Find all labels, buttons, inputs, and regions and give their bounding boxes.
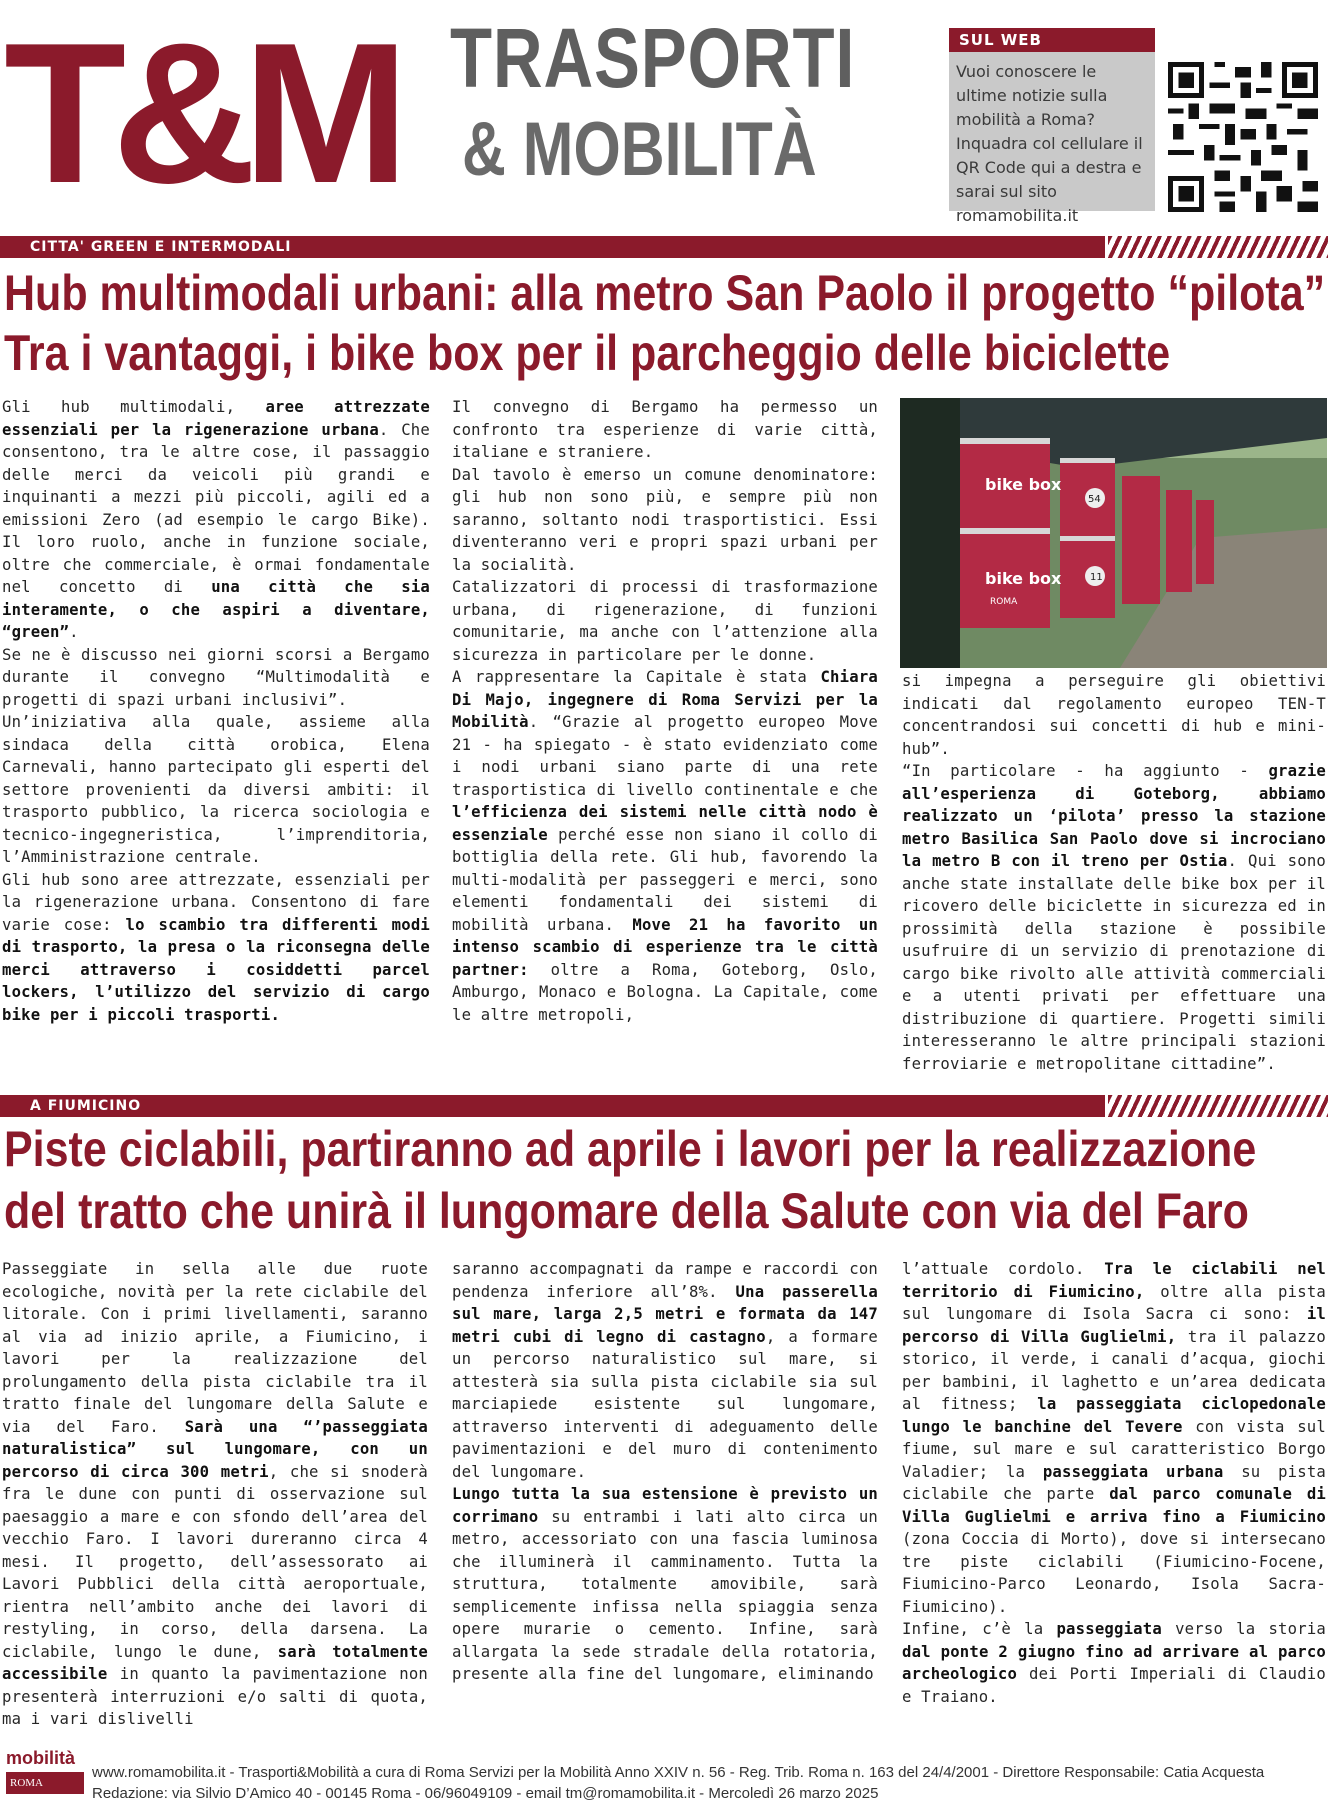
masthead-title: TRASPORTI: [450, 11, 856, 105]
footer-logo-text: mobilità: [6, 1748, 76, 1768]
article1-col2: Il convegno di Bergamo ha permesso un confronto tra esperienze di varie città, italiane e straniere. Dal tavolo è emerso un comune denominatore: gli hub non sono più, e sempre più non saranno, soltanto nodi trasportistici. Essi diventeranno veri e propri spazi urbani per la socialità. Catalizzatori di processi di trasformazione urbana, di rigenerazione, di funzioni comunitarie, ma anche con l’attenzione alla sicurezza in particolare per le donne. A rappresentare la Capitale è stata Chiara Di Majo, ingegnere di Roma Servizi per la Mobilità. “Grazie al progetto europeo Move 21 - ha spiegato - è stato evidenziato come i nodi urbani siano parte di una rete trasportistica di livello continentale e che l’efficienza dei sistemi nelle città nodo è essenziale perché esse non siano il collo di bottiglia della rete. Gli hub, favorendo la multi-modalità per passeggeri e merci, sono elementi fondamentali dei sistemi di mobilità urbana. Move 21 ha favorito un intenso scambio di esperienze tra le città partner: oltre a Roma, Goteborg, Oslo, Amburgo, Monaco e Bologna. La Capitale, come le altre metropoli,: [452, 398, 878, 1024]
section-hatch-2: [1108, 1095, 1328, 1117]
article1-col1: Gli hub multimodali, aree attrezzate essenziali per la rigenerazione urbana. Che consentono, tra le altre cose, il passaggio delle merci da veicoli più grandi e inquinanti a mezzi più piccoli, agili ed a emissioni Zero (ad esempio le cargo Bike). Il loro ruolo, anche in funzione sociale, oltre che commerciale, è ormai fondamentale nel concetto di una città che sia interamente, o che aspiri a diventare, “green”. Se ne è discusso nei giorni scorsi a Bergamo durante il convegno “Multimodalità e progetti di spazi urbani inclusivi”. Un’iniziativa alla quale, assieme alla sindaca della città orobica, Elena Carnevali, hanno partecipato gli esperti del settore provenienti da diversi ambiti: il trasporto pubblico, la ricerca sociologia e tecnico-ingegneristica, l’imprenditoria, l’Amministrazione centrale. Gli hub sono aree attrezzate, essenziali per la rigenerazione urbana. Consentono di fare varie cose: lo scambio tra differenti modi di trasporto, la presa o la riconsegna delle merci attraverso i cosiddetti parcel lockers, l’utilizzo del servizio di cargo bike per i piccoli trasporti.: [2, 398, 431, 1024]
photo-sign-2: bike box: [985, 569, 1062, 588]
article2-col2: saranno accompagnati da rampe e raccordi con pendenza inferiore all’8%. Una passerella sul mare, larga 2,5 metri e formata da 147 metri cubi di legno di castagno, a formare un percorso naturalistico sul mare, si attesterà sia sulla pista ciclabile sia sul marciapiede esistente sul lungomare, attraverso interventi di adeguamento delle pavimentazioni e del muro di contenimento del lungomare. Lungo tutta la sua estensione è previsto un corrimano su entrambi i lati alto circa un metro, accessoriato con una fascia luminosa che illuminerà il camminamento. Tutta la struttura, totalmente amovibile, sarà semplicemente infissa nella spiaggia senza opere murarie o cemento. Infine, sarà allargata la sede stradale della rotatoria, presente alla fine del lungomare, eliminando: [452, 1260, 878, 1683]
photo-sign-1: bike box: [985, 475, 1062, 494]
article2-col1: Passeggiate in sella alle due ruote ecologiche, novità per la rete ciclabile del litorale. Con i primi livellamenti, saranno al via ad inizio aprile, a Fiumicino, i lavori per la realizzazione del prolungamento della pista ciclabile tra il tratto finale del lungomare della Salute e via del Faro. Sarà una “’passeggiata naturalistica” sul lungomare, con un percorso di circa 300 metri, che si snoderà fra le dune con punti di osservazione sul paesaggio a mare e con sfondo dell’area del vecchio Faro. I lavori dureranno circa 4 mesi. Il progetto, dell’assessorato ai Lavori Pubblici della città aeroportuale, rientra nell’ambito anche dei lavori di restyling, in corso, della darsena. La ciclabile, lungo le dune, sarà totalmente accessibile in quanto la pavimentazione non presenterà interruzioni e/o salti di quota, ma i vari dislivelli: [2, 1260, 429, 1728]
section-bar-2: [0, 1095, 1105, 1117]
headline-2b: del tratto che unirà il lungomare della Salute con via del Faro: [4, 1183, 1249, 1239]
section-label-2: A FIUMICINO: [30, 1098, 142, 1114]
section-bar-1: [0, 236, 1105, 258]
locker-number-1: 54: [1088, 494, 1101, 505]
web-label: SUL WEB: [949, 28, 1155, 52]
locker-number-2: 11: [1090, 572, 1103, 583]
headline-1a: Hub multimodali urbani: alla metro San Paolo il progetto “pilota”: [4, 265, 1326, 321]
qr-code-icon[interactable]: [1168, 62, 1318, 212]
footer-logo-sub: ROMA: [6, 1772, 84, 1794]
footer-line-1: www.romamobilita.it - Trasporti&Mobilità a cura di Roma Servizi per la Mobilità Anno XXIV n. 56 - Reg. Trib. Roma n. 163 del 24/4/2001 - Direttore Responsabile: Catia Acquesta: [92, 1764, 1265, 1781]
photo-brand: ROMA: [990, 597, 1018, 607]
article1-col3: si impegna a perseguire gli obiettivi indicati dal regolamento europeo TEN-T concentrandosi sui concetti di hub e mini-hub”. “In particolare - ha aggiunto - grazie all’esperienza di Goteborg, abbiamo realizzato un ‘pilota’ presso la stazione metro Basilica San Paolo dove si incrociano la metro B con il treno per Ostia. Qui sono anche state installate delle bike box per il ricovero delle biciclette in sicurezza ed in prossimità della stazione è possibile usufruire di un servizio di prenotazione di cargo bike rivolto alle attività commerciali e a utenti privati per effettuare una distribuzione di quartiere. Progetti simili interesseranno le altre principali stazioni ferroviarie e metropolitane cittadine”.: [902, 672, 1326, 1073]
section-label-1: CITTA' GREEN E INTERMODALI: [30, 239, 292, 255]
masthead-subtitle: & MOBILITÀ: [462, 107, 817, 192]
section-hatch-1: [1108, 236, 1328, 258]
headline-1b: Tra i vantaggi, i bike box per il parcheggio delle biciclette: [4, 325, 1171, 381]
masthead-logo: T&M: [4, 2, 396, 225]
bike-box-photo: [900, 398, 1327, 668]
headline-2a: Piste ciclabili, partiranno ad aprile i lavori per la realizzazione: [4, 1121, 1257, 1177]
footer-line-2: Redazione: via Silvio D’Amico 40 - 00145 Roma - 06/96049109 - email tm@romamobilita.it - Mercoledì 26 marzo 2025: [92, 1785, 879, 1802]
article2-col3: l’attuale cordolo. Tra le ciclabili nel territorio di Fiumicino, oltre alla pista sul lungomare di Isola Sacra ci sono: il percorso di Villa Guglielmi, tra il palazzo storico, il verde, i canali d’acqua, giochi per bambini, il laghetto e un’area dedicata al fitness; la passeggiata ciclopedonale lungo le banchine del Tevere con vista sul fiume, sul mare e sul caratteristico Borgo Valadier; la passeggiata urbana su pista ciclabile che parte dal parco comunale di Villa Guglielmi e arriva fino a Fiumicino (zona Coccia di Morto), dove si intersecano tre piste ciclabili (Fiumicino-Focene, Fiumicino-Parco Leonardo, Isola Sacra-Fiumicino). Infine, c’è la passeggiata verso la storia dal ponte 2 giugno fino ad arrivare al parco archeologico dei Porti Imperiali di Claudio e Traiano.: [902, 1260, 1327, 1706]
footer-text: [92, 1762, 1264, 1804]
web-text: Vuoi conoscere le ultime notizie sulla mobilità a Roma? Inquadra col cellulare il QR Code qui a destra e sarai sul sito romamobilita.it: [956, 62, 1143, 225]
footer-logo[interactable]: [6, 1748, 84, 1802]
